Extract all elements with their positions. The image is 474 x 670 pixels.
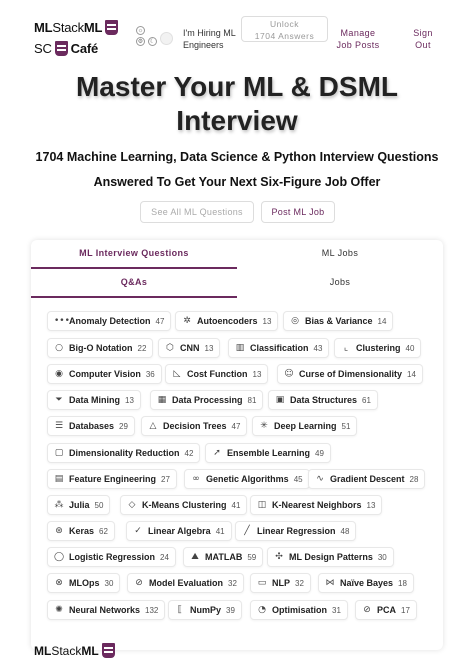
topic-count: 27 <box>161 474 170 484</box>
asterisk-icon: ✳ <box>260 421 268 431</box>
topic-chip[interactable] <box>47 416 135 436</box>
filter-icon: ⏷ <box>55 395 63 405</box>
topic-name: Bias & Variance <box>305 316 373 326</box>
topic-count: 40 <box>405 343 415 353</box>
topic-name: K-Nearest Neighbors <box>272 500 362 510</box>
topic-count: 29 <box>119 421 128 431</box>
topic-name: Feature Engineering <box>69 474 157 484</box>
topic-name: Dimensionality Reduction <box>69 448 180 458</box>
tab-ml-interview-questions[interactable]: ML Interview Questions <box>31 240 237 269</box>
topic-count: 14 <box>377 316 387 326</box>
topic-name: Computer Vision <box>69 369 141 379</box>
topic-chip[interactable] <box>183 547 263 567</box>
topic-name: Classification <box>250 343 309 353</box>
topic-count: 13 <box>204 343 214 353</box>
toggle-knob[interactable] <box>160 32 173 45</box>
topic-name: Optimisation <box>272 605 328 615</box>
topic-name: Keras <box>69 526 95 536</box>
area-chart-icon: ◺ <box>173 369 181 379</box>
topic-name: Linear Algebra <box>148 526 211 536</box>
topic-chip[interactable] <box>355 600 417 620</box>
topic-count: 39 <box>226 605 235 615</box>
topic-count: 61 <box>362 395 371 405</box>
topic-count: 51 <box>341 421 351 431</box>
topic-chip[interactable] <box>283 311 393 331</box>
topic-chip[interactable] <box>47 364 162 384</box>
topic-chip[interactable] <box>334 338 421 358</box>
topic-chip[interactable] <box>252 416 357 436</box>
cube-icon: ⬡ <box>166 343 174 353</box>
logo[interactable] <box>34 20 118 35</box>
coffee-cup-icon <box>105 20 118 35</box>
smile-icon: ☺ <box>284 369 294 379</box>
topic-chip[interactable] <box>47 469 177 489</box>
topic-count: 50 <box>94 500 104 510</box>
topic-chip[interactable] <box>47 495 110 515</box>
eye-icon: ◉ <box>55 369 63 379</box>
topic-chip[interactable] <box>47 547 176 567</box>
topic-name: CNN <box>180 343 200 353</box>
mountain-icon: ⛰ <box>191 552 199 562</box>
topic-chip[interactable] <box>47 521 115 541</box>
topic-chip[interactable] <box>250 573 311 593</box>
topic-count: 42 <box>184 448 194 458</box>
puzzle-icon: ✣ <box>275 552 283 562</box>
topic-count: 41 <box>215 526 225 536</box>
topic-name: Naïve Bayes <box>340 578 394 588</box>
topic-name: MLOps <box>69 578 100 588</box>
topic-count: 30 <box>377 552 387 562</box>
topic-chip[interactable] <box>47 338 153 358</box>
sun-icon: ☼ <box>137 27 144 34</box>
topic-chip[interactable] <box>47 311 171 331</box>
neuron-icon: ✺ <box>55 605 63 615</box>
topic-name: Autoencoders <box>197 316 258 326</box>
topic-count: 43 <box>313 343 323 353</box>
topic-name: Ensemble Learning <box>227 448 311 458</box>
manage-job-posts-link[interactable]: Manage Job Posts <box>336 28 380 50</box>
see-all-questions-button[interactable]: See All ML Questions <box>140 201 254 223</box>
topic-name: Anomaly Detection <box>69 316 151 326</box>
hero-subtitle-2: Answered To Get Your Next Six-Figure Job Offer <box>93 175 381 189</box>
topic-name: NumPy <box>190 605 222 615</box>
hiring-link[interactable]: I'm Hiring ML Engineers <box>183 28 236 50</box>
topic-chip[interactable] <box>267 547 394 567</box>
k-icon: ⊛ <box>55 526 63 536</box>
nodes-icon: ⋈ <box>325 578 335 588</box>
topic-chip[interactable] <box>175 311 278 331</box>
slash-icon: ╱ <box>244 526 250 536</box>
topic-name: Data Structures <box>290 395 358 405</box>
topic-chip[interactable] <box>184 469 310 489</box>
table-icon: ▦ <box>157 395 167 405</box>
topic-chip[interactable] <box>205 443 331 463</box>
topic-name: Deep Learning <box>274 421 337 431</box>
doc-icon: ▤ <box>54 474 64 484</box>
primary-tabs <box>31 240 443 269</box>
logo-text: MLStackML <box>34 20 103 35</box>
topic-chip[interactable] <box>47 573 120 593</box>
topic-count: 47 <box>155 316 165 326</box>
topic-name: Decision Trees <box>163 421 227 431</box>
topic-count: 59 <box>247 552 257 562</box>
topic-count: 17 <box>401 605 410 615</box>
topic-chip[interactable] <box>126 521 232 541</box>
topic-chip[interactable] <box>228 338 329 358</box>
topic-name: Gradient Descent <box>330 474 405 484</box>
slash-circle-icon: ⊘ <box>363 605 371 615</box>
topic-chip[interactable] <box>158 338 220 358</box>
topic-count: 13 <box>366 500 376 510</box>
topic-name: K-Means Clustering <box>142 500 227 510</box>
topic-count: 13 <box>125 395 134 405</box>
moon-icon: ☾ <box>149 39 156 45</box>
topic-name: PCA <box>377 605 397 615</box>
target-icon: ◎ <box>291 316 299 326</box>
topic-chip[interactable] <box>47 390 141 410</box>
topic-count: 14 <box>407 369 416 379</box>
topic-count: 62 <box>99 526 108 536</box>
topic-name: Logistic Regression <box>69 552 156 562</box>
topic-count: 132 <box>145 605 159 615</box>
topic-chip[interactable] <box>268 390 378 410</box>
topic-chip[interactable] <box>168 600 242 620</box>
tab-jobs[interactable]: Jobs <box>329 277 351 287</box>
topic-count: 32 <box>228 578 237 588</box>
topic-count: 49 <box>315 448 324 458</box>
topic-name: NLP <box>272 578 290 588</box>
wave-icon: ∿ <box>316 474 324 484</box>
dots-icon: ••• <box>54 316 70 326</box>
topic-count: 13 <box>252 369 262 379</box>
check-circle-icon: ⊘ <box>135 578 143 588</box>
topic-count: 36 <box>145 369 155 379</box>
topic-chip[interactable] <box>127 573 244 593</box>
topic-chip[interactable] <box>250 600 348 620</box>
layers-icon: ◫ <box>257 500 267 510</box>
theme-toggle[interactable] <box>136 26 174 46</box>
topic-chip[interactable] <box>47 600 165 620</box>
check-icon: ✓ <box>134 526 142 536</box>
topic-chip[interactable] <box>235 521 356 541</box>
topic-count: 81 <box>247 395 257 405</box>
hero-title: Master Your ML & DSML Interview <box>75 71 399 136</box>
gear-icon: ⚙ <box>137 39 144 45</box>
secondary-tabs <box>31 269 443 298</box>
topic-chip[interactable] <box>165 364 268 384</box>
topic-name: Data Processing <box>172 395 243 405</box>
topic-name: Linear Regression <box>257 526 336 536</box>
topic-count: 31 <box>332 605 341 615</box>
network-icon: ✲ <box>183 316 191 326</box>
topic-count: 18 <box>398 578 407 588</box>
bracket-icon: ⟦ <box>177 605 183 615</box>
topic-name: Curse of Dimensionality <box>299 369 403 379</box>
topic-name: Clustering <box>356 343 401 353</box>
grid-icon: ▣ <box>275 395 285 405</box>
topic-count: 41 <box>231 500 241 510</box>
topic-name: Databases <box>69 421 115 431</box>
topic-name: Neural Networks <box>69 605 141 615</box>
coffee-cup-icon <box>55 41 68 56</box>
topic-chip[interactable] <box>250 495 382 515</box>
topic-count: 30 <box>104 578 114 588</box>
topic-count: 48 <box>340 526 350 536</box>
topic-chip[interactable] <box>47 443 200 463</box>
unlock-answers-button[interactable]: Unlock 1704 Answers <box>241 16 328 42</box>
chart-icon: ⌞ <box>343 343 349 353</box>
topic-chip[interactable] <box>318 573 414 593</box>
julia-icon: ⁂ <box>54 500 64 510</box>
topic-chip[interactable] <box>277 364 423 384</box>
top-header <box>0 0 474 66</box>
columns-icon: ▥ <box>235 343 245 353</box>
coffee-cup-icon <box>102 643 115 658</box>
topic-chip[interactable] <box>150 390 263 410</box>
gauge-icon: ◔ <box>258 605 266 615</box>
square-icon: ▢ <box>54 448 64 458</box>
sign-out-link[interactable]: Sign Out <box>413 28 433 50</box>
hero-subtitle: 1704 Machine Learning, Data Science & Python Interview Questions <box>35 150 439 164</box>
ring-icon: ◯ <box>54 552 65 562</box>
topic-count: 22 <box>137 343 147 353</box>
topic-name: ML Design Patterns <box>289 552 373 562</box>
infinity-icon: ⊗ <box>55 578 63 588</box>
topic-count: 24 <box>160 552 169 562</box>
post-job-button[interactable]: Post ML Job <box>261 201 335 223</box>
topic-name: Cost Function <box>187 369 248 379</box>
topic-count: 13 <box>262 316 272 326</box>
tab-qas[interactable]: Q&As <box>31 269 237 298</box>
topic-name: Julia <box>69 500 90 510</box>
topic-chip[interactable] <box>308 469 425 489</box>
list-icon: ☰ <box>54 421 64 431</box>
chat-icon: ▭ <box>257 578 267 588</box>
topic-name: Big-O Notation <box>69 343 133 353</box>
triangle-icon: △ <box>149 421 157 431</box>
diamond-icon: ◇ <box>128 500 136 510</box>
topic-chip[interactable] <box>120 495 247 515</box>
tab-ml-jobs[interactable]: ML Jobs <box>321 248 359 258</box>
footer-logo: MLStackML <box>34 643 115 658</box>
circle-icon: ○ <box>55 343 63 353</box>
topic-chip[interactable] <box>141 416 247 436</box>
topic-name: Genetic Algorithms <box>206 474 289 484</box>
topic-name: Data Mining <box>69 395 120 405</box>
topic-name: Model Evaluation <box>149 578 224 588</box>
topic-count: 45 <box>293 474 303 484</box>
topic-count: 32 <box>295 578 304 588</box>
topic-name: MATLAB <box>205 552 243 562</box>
logo-subline: SC Café <box>34 41 99 56</box>
arrow-icon: ➚ <box>213 448 221 458</box>
link-icon: ∞ <box>192 474 200 484</box>
topic-count: 28 <box>409 474 419 484</box>
topic-count: 47 <box>231 421 241 431</box>
